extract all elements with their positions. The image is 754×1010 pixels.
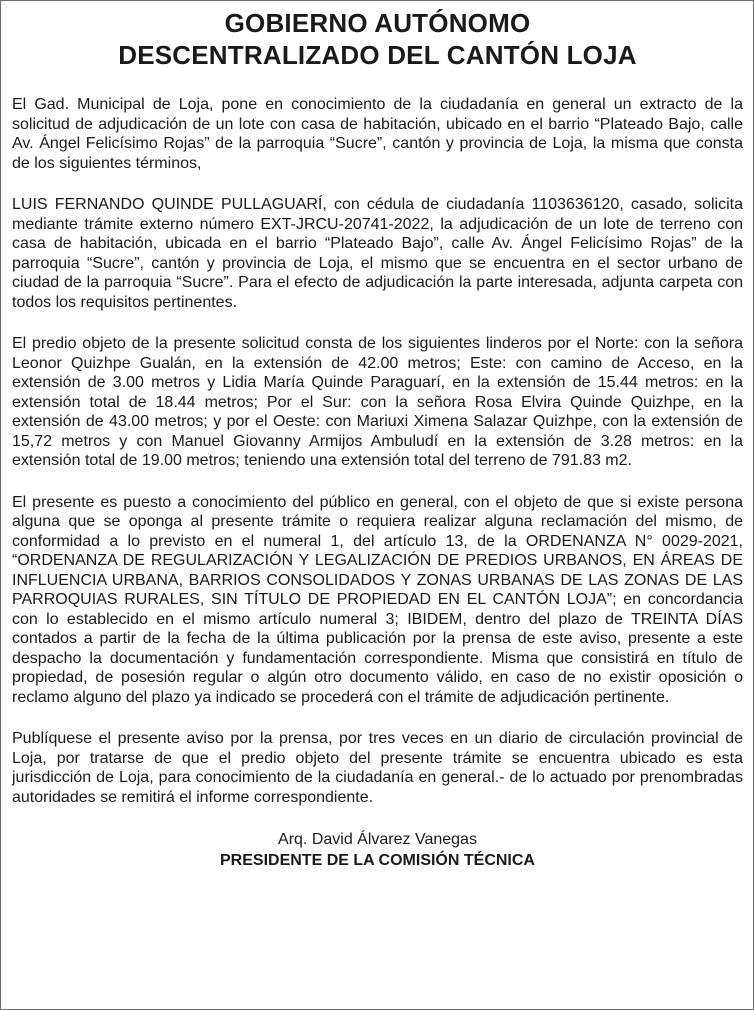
title-line-1: GOBIERNO AUTÓNOMO	[224, 8, 531, 38]
paragraph-applicant: LUIS FERNANDO QUINDE PULLAGUARÍ, con cédula de ciudadanía 1103636120, casado, solicita mediante trámite externo número EXT-JRCU-20741-2022, la adjudicación de un lote de terreno con casa de habitación, ubicada en el barrio “Plateado Bajo”, calle Av. Ángel Felicísimo Rojas” de la parroquia “Sucre”, cantón y provincia de Loja, el mismo que se encuentra en el sector urbano de ciudad de la parroquia “Sucre”. Para el efecto de adjudicación la parte interesada, adjunta carpeta con todos los requisitos pertinentes.	[12, 196, 743, 311]
signatory-role: PRESIDENTE DE LA COMISIÓN TÉCNICA	[220, 852, 535, 869]
notice-body	[12, 95, 743, 807]
title-line-2: DESCENTRALIZADO DEL CANTÓN LOJA	[118, 40, 637, 70]
paragraph-publication: Publíquese el presente aviso por la prensa, por tres veces en un diario de circulación provincial de Loja, por tratarse de que el predio objeto del presente trámite se encuentra ubicado es esta jurisdicción de Loja, para conocimiento de la ciudadanía en general.- de lo actuado por prenombradas autoridades se remitirá el informe correspondiente.	[12, 730, 743, 806]
signature-block	[12, 829, 743, 871]
signatory-name: Arq. David Álvarez Vanegas	[278, 831, 477, 848]
paragraph-intro: El Gad. Municipal de Loja, pone en conocimiento de la ciudadanía en general un extracto de la solicitud de adjudicación de un lote con casa de habitación, ubicado en el barrio “Plateado Bajo, calle Av. Ángel Felicísimo Rojas” de la parroquia “Sucre”, cantón y provincia de Loja, la misma que consta de los siguientes términos,	[12, 96, 743, 172]
paragraph-boundaries: El predio objeto de la presente solicitud consta de los siguientes linderos por el Norte: con la señora Leonor Quizhpe Gualán, en la extensión de 42.00 metros; Este: con camino de Acceso, en la extensión de 3.00 metros y Lidia María Quinde Paraguarí, en la extensión de 15.44 metros: en la extensión total de 18.44 metros; Por el Sur: con la señora Rosa Elvira Quinde Quizhpe, en la extensión de 43.00 metros; y por el Oeste: con Mariuxi Ximena Salazar Quizhpe, con la extensión de 15,72 metros y con Manuel Giovanny Armijos Ambuludí en la extensión de 3.28 metros: en la extensión total de 19.00 metros; teniendo una extensión total del terreno de 791.83 m2.	[12, 335, 743, 469]
notice-title	[12, 7, 743, 71]
paragraph-objection-period: El presente es puesto a conocimiento del público en general, con el objeto de que si existe persona alguna que se oponga al presente trámite o requiera realizar alguna reclamación del mismo, de conformidad a lo previsto en el numeral 1, del artículo 13, de la ORDENANZA N° 0029-2021, “ORDENANZA DE REGULARIZACIÓN Y LEGALIZACIÓN DE PREDIOS URBANOS, EN ÁREAS DE INFLUENCIA URBANA, BARRIOS CONSOLIDADOS Y ZONAS URBANAS DE LAS ZONAS DE LAS PARROQUIAS RURALES, SIN TÍTULO DE PROPIEDAD EN EL CANTÓN LOJA”; en concordancia con lo establecido en el mismo artículo numeral 3; IBIDEM, dentro del plazo de TREINTA DÍAS contados a partir de la fecha de la última publicación por la prensa de este aviso, presente a este despacho la documentación y fundamentación correspondiente. Misma que consistirá en título de propiedad, de posesión regular o algún otro documento válido, en caso de no existir oposición o reclamo alguno del plazo ya indicado se procederá con el trámite de adjudicación pertinente.	[12, 493, 743, 706]
